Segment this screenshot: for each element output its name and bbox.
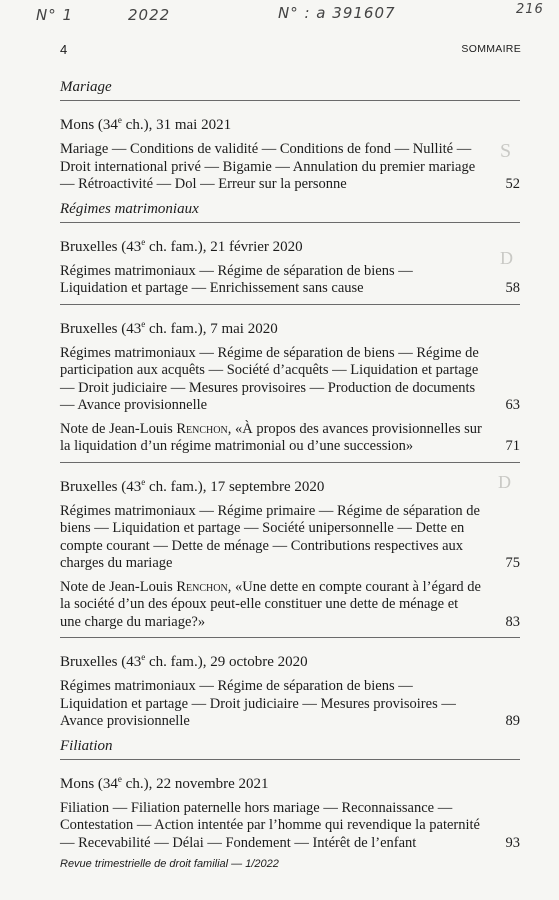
court-reference: Bruxelles (43e ch. fam.), 21 février 2020 <box>60 236 303 255</box>
section-rule <box>60 304 520 305</box>
summary-entry <box>60 503 520 573</box>
note-author: Renchon <box>176 420 228 437</box>
section-title: Filiation <box>60 737 113 754</box>
court-reference: Mons (34e ch.), 31 mai 2021 <box>60 115 232 133</box>
summary-entry <box>60 141 520 194</box>
running-head: SOMMAIRE <box>461 43 521 55</box>
entry-text: Régimes matrimoniaux — Régime de séparation de biens — Liquidation et partage — Droit judiciaire — Mesures provisoires — Avance provisionnelle <box>60 678 456 729</box>
page-reference: 89 <box>505 713 520 729</box>
bleed-through-mark: S <box>500 140 512 162</box>
entry-text: Régimes matrimoniaux — Régime de séparation de biens — Régime de participation aux acquêts — Société d’acquêts — Liquidation et partage — Droit judiciaire — Mesures provisoires — Production de documents — Avance provisionnelle <box>60 344 479 413</box>
court-reference: Bruxelles (43e ch. fam.), 17 septembre 2020 <box>60 476 325 495</box>
page-reference: 63 <box>505 397 520 413</box>
court-reference: Bruxelles (43e ch. fam.), 7 mai 2020 <box>60 318 278 337</box>
table-of-contents <box>60 74 520 858</box>
entry-text: Filiation — Filiation paternelle hors mariage — Reconnaissance — Contestation — Action intentée par l’homme qui revendique la paternité — Recevabilité — Délai — Fondement — Intérêt de l’enfant <box>60 799 480 851</box>
page-reference: 93 <box>505 834 520 851</box>
section-rule <box>60 100 520 101</box>
page-reference: 75 <box>505 555 520 571</box>
section-rule <box>60 637 520 638</box>
handwritten-number-label: N° 1 <box>36 6 74 24</box>
section-rule <box>60 222 520 223</box>
summary-entry <box>60 678 520 731</box>
court-reference: Bruxelles (43e ch. fam.), 29 octobre 2020 <box>60 652 308 670</box>
page-reference: 52 <box>505 176 520 192</box>
summary-entry <box>60 345 520 415</box>
handwritten-inventory-number: N° : a 391607 <box>278 4 396 22</box>
note-author: Renchon <box>176 578 228 595</box>
section-title: Régimes matrimoniaux <box>60 200 199 217</box>
summary-entry <box>60 579 520 632</box>
entry-text: , «À propos des avances provisionnelles sur la liquidation d’un régime matrimonial ou d’une succession» <box>60 420 482 454</box>
section-rule <box>60 462 520 463</box>
section-title: Mariage <box>60 79 112 95</box>
entry-text: Régimes matrimoniaux — Régime primaire — Régime de séparation de biens — Liquidation et partage — Société unipersonnelle — Dette en compte courant — Dette de ménage — Contributions respectives aux charges du mariage <box>60 502 480 571</box>
handwritten-page-mark: 216 <box>516 2 544 17</box>
court-reference: Mons (34e ch.), 22 novembre 2021 <box>60 773 269 792</box>
summary-entry <box>60 800 520 853</box>
note-prefix: Note de Jean-Louis <box>60 578 177 595</box>
note-prefix: Note de Jean-Louis <box>60 420 177 437</box>
bleed-through-mark: D <box>500 248 513 268</box>
bleed-through-mark: D <box>498 472 511 492</box>
journal-footer: Revue trimestrielle de droit familial — 1/2022 <box>60 858 279 870</box>
entry-text: , «Une dette en compte courant à l’égard de la société d’un des époux peut-elle constituer une dette de ménage et une charge du mariage?» <box>60 578 481 630</box>
entry-text: Régimes matrimoniaux — Régime de séparation de biens — Liquidation et partage — Enrichissement sans cause <box>60 262 413 296</box>
page-number: 4 <box>60 42 68 57</box>
page-reference: 71 <box>505 438 520 454</box>
entry-text: Mariage — Conditions de validité — Conditions de fond — Nullité — Droit international privé — Bigamie — Annulation du premier mariage — Rétroactivité — Dol — Erreur sur la personne <box>60 141 476 192</box>
handwritten-year: 2022 <box>128 6 171 24</box>
summary-entry <box>60 421 520 456</box>
section-rule <box>60 759 520 760</box>
page-reference: 58 <box>505 280 520 296</box>
summary-entry <box>60 263 520 298</box>
page-reference: 83 <box>505 613 520 630</box>
